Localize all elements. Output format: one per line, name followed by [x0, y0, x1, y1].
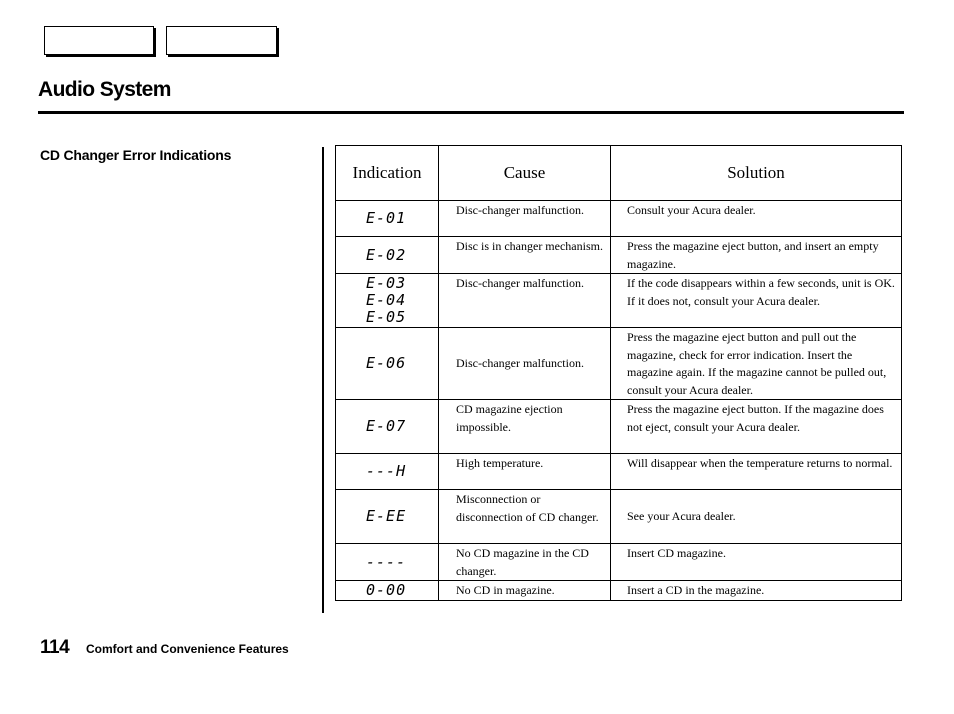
cause-cell: Disc-changer malfunction.	[439, 201, 611, 237]
cause-cell: Misconnection or disconnection of CD changer.	[439, 490, 611, 544]
table-row	[336, 201, 902, 237]
table-row	[336, 454, 902, 490]
indication-cell	[336, 237, 439, 274]
solution-cell: Will disappear when the temperature returns to normal.	[611, 454, 902, 490]
page-title: Audio System	[38, 78, 171, 101]
indication-cell	[336, 400, 439, 454]
table-row	[336, 544, 902, 581]
indication-cell	[336, 581, 439, 601]
page-number: 114	[40, 637, 70, 658]
solution-cell: Consult your Acura dealer.	[611, 201, 902, 237]
error-code: E-02	[366, 245, 407, 264]
error-code: ----	[366, 552, 407, 571]
indication-cell	[336, 201, 439, 237]
title-divider	[38, 111, 904, 114]
error-code: E-EE	[366, 507, 407, 525]
header-cause: Cause	[439, 146, 611, 201]
cause-cell: CD magazine ejection impossible.	[439, 400, 611, 454]
nav-button-previous[interactable]	[44, 26, 154, 55]
table-header-row	[336, 146, 902, 201]
table-row	[336, 328, 902, 400]
solution-cell: Insert CD magazine.	[611, 544, 902, 581]
section-heading: CD Changer Error Indications	[40, 147, 232, 163]
cause-cell: Disc-changer malfunction.	[439, 274, 611, 328]
solution-cell: Press the magazine eject button. If the magazine does not eject, consult your Acura dealer.	[611, 400, 902, 454]
error-code: E-01	[366, 209, 407, 227]
cause-cell: No CD magazine in the CD changer.	[439, 544, 611, 581]
error-code: 0-00	[366, 580, 407, 599]
solution-cell: See your Acura dealer.	[611, 490, 902, 544]
table-row	[336, 400, 902, 454]
cause-cell: Disc is in changer mechanism.	[439, 237, 611, 274]
solution-cell: Insert a CD in the magazine.	[611, 581, 902, 601]
cause-cell: No CD in magazine.	[439, 581, 611, 601]
error-code: ---H	[366, 462, 407, 480]
column-divider	[322, 147, 324, 613]
indication-cell	[336, 454, 439, 490]
cause-cell: High temperature.	[439, 454, 611, 490]
table-row	[336, 490, 902, 544]
table-row	[336, 581, 902, 601]
header-indication: Indication	[336, 146, 439, 201]
error-code: E-04	[366, 291, 407, 309]
header-solution: Solution	[611, 146, 902, 201]
error-indications-table	[335, 145, 902, 601]
indication-cell	[336, 328, 439, 400]
indication-cell	[336, 274, 439, 328]
indication-cell	[336, 544, 439, 581]
error-code: E-07	[366, 417, 407, 435]
error-code: E-06	[366, 354, 407, 372]
solution-cell: Press the magazine eject button and pull out the magazine, check for error indication. Insert the magazine again. If the magazine cannot be pulled out, consult your Acura dealer.	[611, 328, 902, 400]
table-row	[336, 274, 902, 328]
solution-cell: Press the magazine eject button, and insert an empty magazine.	[611, 237, 902, 274]
footer-section-title: Comfort and Convenience Features	[86, 642, 289, 656]
solution-cell: If the code disappears within a few seconds, unit is OK. If it does not, consult your Acura dealer.	[611, 274, 902, 328]
error-code: E-05	[366, 308, 407, 326]
cause-cell: Disc-changer malfunction.	[439, 328, 611, 400]
table-row	[336, 237, 902, 274]
indication-cell	[336, 490, 439, 544]
error-code: E-03	[366, 274, 407, 292]
nav-button-next[interactable]	[166, 26, 277, 55]
